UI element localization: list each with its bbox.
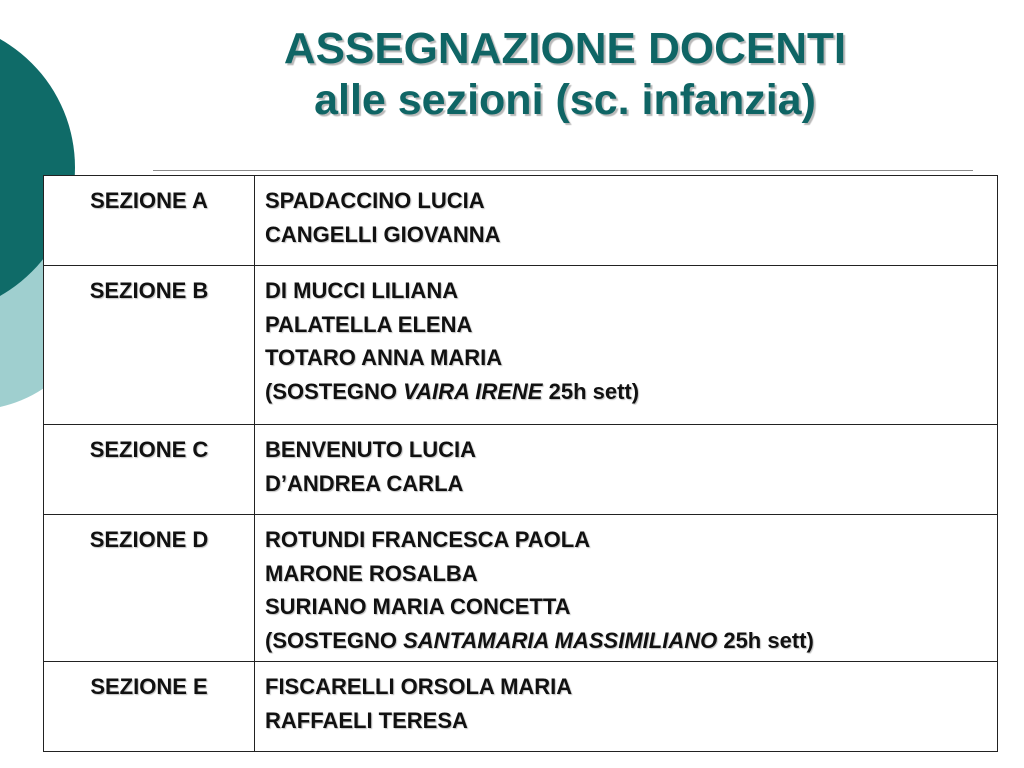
section-cell [44,515,255,662]
title-line-1: ASSEGNAZIONE DOCENTI [283,24,847,73]
support-prefix: (SOSTEGNO [265,378,404,404]
support-teacher-line [265,375,997,409]
slide-title [150,24,980,126]
teachers-cell [255,266,998,425]
section-label: SEZIONE E [90,674,208,699]
table-row [44,515,998,662]
teachers-cell [255,515,998,662]
teachers-cell [255,662,998,752]
support-hours: 25h sett) [717,627,814,653]
title-divider [153,170,973,171]
section-label: SEZIONE D [89,527,209,552]
teacher-name: PALATELLA ELENA [265,311,473,337]
teacher-name: ROTUNDI FRANCESCA PAOLA [265,527,591,552]
teachers-cell [255,425,998,515]
teacher-name: D’ANDREA CARLA [265,470,464,496]
teacher-name: MARONE ROSALBA [265,560,478,586]
section-label: SEZIONE A [90,188,208,213]
section-label: SEZIONE C [89,437,209,462]
support-teacher-name: VAIRA IRENE [403,378,543,404]
section-cell [44,425,255,515]
table-row [44,662,998,752]
teacher-name: BENVENUTO LUCIA [265,437,477,462]
section-cell [44,176,255,266]
table-row [44,425,998,515]
support-hours: 25h sett) [542,378,640,404]
teacher-name: SPADACCINO LUCIA [265,188,485,213]
support-teacher-name: SANTAMARIA MASSIMILIANO [403,627,718,653]
teacher-name: FISCARELLI ORSOLA MARIA [265,674,573,699]
assignment-table [43,175,998,752]
teachers-cell [255,176,998,266]
table-row [44,266,998,425]
title-line-2: alle sezioni (sc. infanzia) [314,76,816,124]
teacher-name: CANGELLI GIOVANNA [265,221,501,247]
teacher-name: RAFFAELI TERESA [265,707,468,733]
section-label: SEZIONE B [89,278,209,303]
support-teacher-line [265,624,997,658]
section-cell [44,662,255,752]
teacher-name: SURIANO MARIA CONCETTA [265,594,571,619]
table-row [44,176,998,266]
support-prefix: (SOSTEGNO [265,627,404,653]
teacher-name: DI MUCCI LILIANA [265,278,459,303]
teacher-name: TOTARO ANNA MARIA [265,345,503,370]
section-cell [44,266,255,425]
